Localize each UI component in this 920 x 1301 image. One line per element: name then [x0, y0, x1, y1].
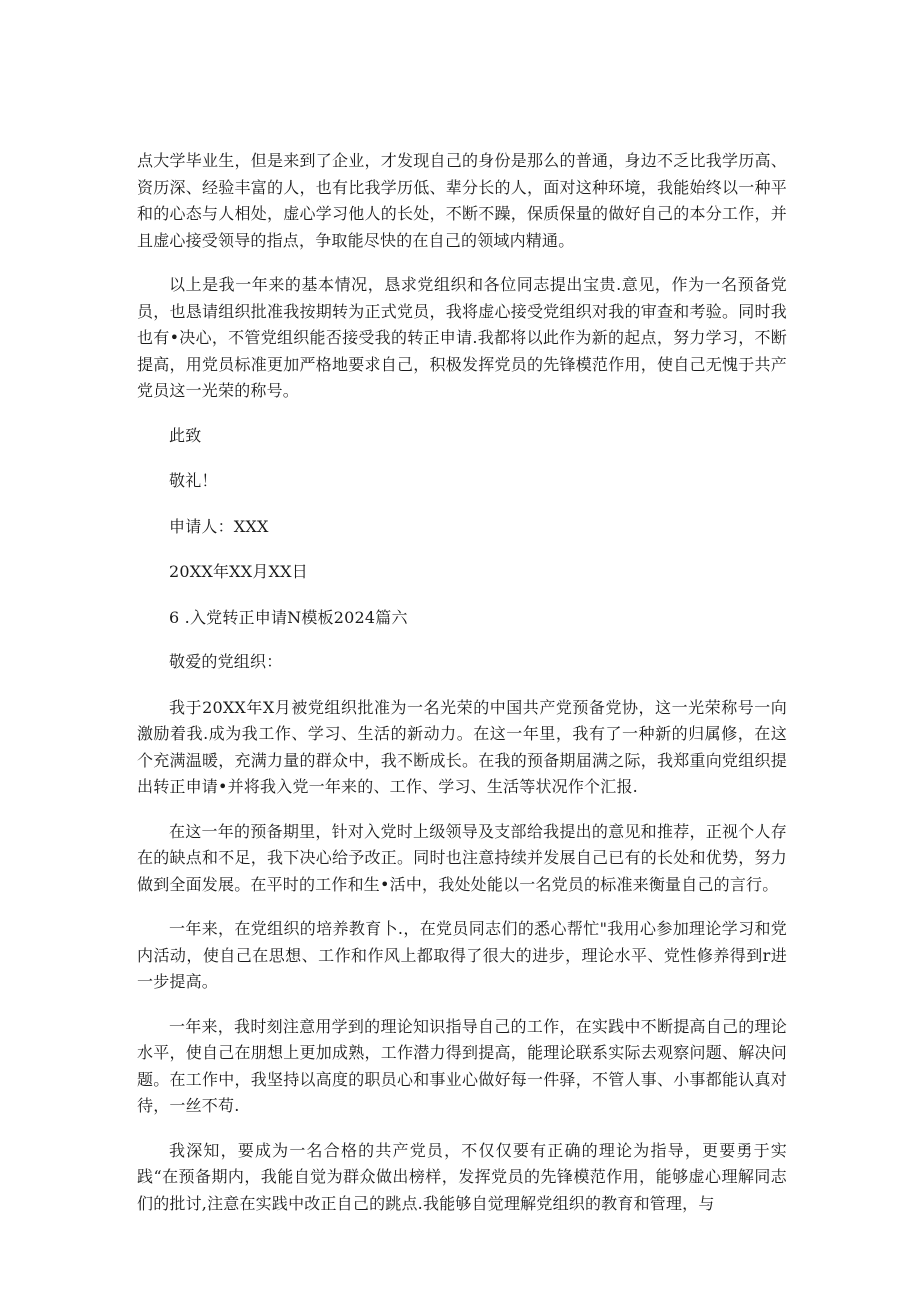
applicant-signature: 申请人：XXX — [169, 516, 269, 536]
paragraph: 以上是我一年来的基本情况，恳求党组织和各位同志提出宝贵.意见，作为一名预备党员，也恳请组织批准我按期转为正式党员，我将虚心接受党组织对我的审查和考验。同时我也有•决心，不管党组织能否接受我的转正申请.我都将以此作为新的起点，努力学习，不断提高，用党员标准更加严格地要求自己，积极发挥党员的先锋模范作用，使自己无愧于共产党员这一光荣的称号。 — [137, 275, 787, 400]
document-body — [137, 148, 787, 1235]
closing-salutation: 此致 — [169, 425, 202, 445]
paragraph: 我于20XX年X月被党组织批准为一名光荣的中国共产党预备党协，这一光荣称号一向激励着我.成为我工作、学习、生活的新动力。在这一年里，我有了一种新的归属修，在这个充满温暖，充满力量的群众中，我不断成长。在我的预备期届满之际，我郑重向党组织提出转正申请•并将我入党一年来的、工作、学习、生活等状况作个汇报. — [137, 697, 787, 796]
section-heading: 6 .入党转正申请N模板2024篇六 — [169, 607, 408, 627]
paragraph: 一年来，在党组织的培养教育卜.，在党员同志们的悉心帮忙"我用心参加理论学习和党内活动，使自己在思想、工作和作风上都取得了很大的进步，理论水平、党性修养得到r进一步提高。 — [137, 919, 787, 991]
greeting: 敬爱的党组织： — [169, 652, 283, 671]
paragraph: 我深知，要成为一名合格的共产党员，不仅仅要有正确的理论为指导，更要勇于实践“在预备期内，我能自觉为群众做出榜样，发挥党员的先锋模范作用，能够虚心理解同志们的批讨,注意在实践中改正自己的跳点.我能够自觉理解党组织的教育和管理，与 — [137, 1140, 787, 1213]
paragraph: 一年来，我时刻注意用学到的理论知识指导自己的工作，在实践中不断提高自己的理论水平，使自己在朋想上更加成熟，工作潜力得到提高，能理论联系实际去观察问题、解决问题。在工作中，我坚持以高度的职员心和事业心做好每一件驿，不管人事、小事都能认真对待，一丝不苟. — [137, 1016, 787, 1115]
paragraph: 在这一年的预备期里，针对入党时上级领导及支部给我提出的意见和推荐，正视个人存在的缺点和不足，我下决心给予改正。同时也注意持续并发展自己已有的长处和优势，努力做到全面发展。在平时的工作和生•活中，我处处能以一名党员的标准来衡量自己的言行。 — [137, 821, 787, 894]
closing-respect: 敬礼！ — [169, 471, 218, 490]
application-date: 20XX年XX月XX日 — [169, 562, 308, 581]
paragraph: 点大学毕业生，但是来到了企业，才发现自己的身份是那么的普通，身边不乏比我学历高、资历深、经验丰富的人，也有比我学历低、辈分长的人，面对这种环境，我能始终以一种平和的心态与人相处，虚心学习他人的长处，不断不躁，保质保量的做好自己的本分工作，并且虚心接受领导的指点，争取能尽快的在自己的领域内精通。 — [137, 151, 787, 250]
